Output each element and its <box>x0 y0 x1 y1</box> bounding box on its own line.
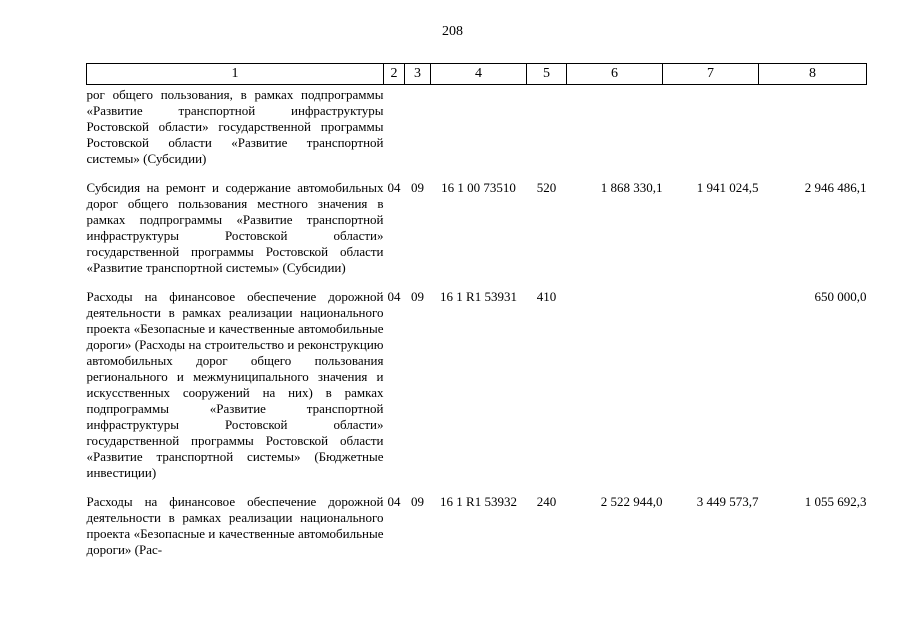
row-amount-col8: 1 055 692,3 <box>804 494 867 509</box>
row-subsection: 09 <box>411 494 424 509</box>
row-target-code: 16 1 R1 53931 <box>440 289 517 304</box>
row-expense-type: 410 <box>536 289 557 304</box>
header-col-1: 1 <box>87 64 384 85</box>
budget-table-container <box>86 63 866 571</box>
table-row <box>87 85 867 181</box>
budget-table <box>86 63 867 571</box>
row-target-code: 16 1 R1 53932 <box>440 494 517 509</box>
row-amount-col7 <box>663 85 759 181</box>
table-row <box>87 180 867 289</box>
row-description: рог общего пользования, в рамках подпрограммы «Развитие транспортной инфраструктуры Ростовской области» государственной программы Ростовской области «Развитие транспортной системы» (Субсидии) <box>86 87 384 166</box>
row-expense-type: 240 <box>536 494 557 509</box>
row-expense-type <box>527 85 567 181</box>
row-amount-col8: 2 946 486,1 <box>804 180 867 195</box>
row-subsection <box>405 85 431 181</box>
table-header-row <box>87 64 867 85</box>
row-subsection: 09 <box>411 180 424 195</box>
header-col-2: 2 <box>384 64 405 85</box>
row-amount-col6 <box>567 289 663 494</box>
row-section: 04 <box>387 289 401 304</box>
table-row <box>87 494 867 571</box>
row-target-code: 16 1 00 73510 <box>441 180 516 195</box>
row-amount-col6 <box>567 85 663 181</box>
row-subsection: 09 <box>411 289 424 304</box>
row-amount-col8: 650 000,0 <box>814 289 867 304</box>
row-section: 04 <box>387 180 401 195</box>
row-amount-col7: 1 941 024,5 <box>696 180 759 195</box>
header-col-4: 4 <box>431 64 527 85</box>
row-amount-col7: 3 449 573,7 <box>696 494 759 509</box>
row-description: Расходы на финансовое обеспечение дорожной деятельности в рамках реализации национального проекта «Безопасные и качественные автомобильные дороги» (Рас- <box>86 494 384 557</box>
row-description: Субсидия на ремонт и содержание автомобильных дорог общего пользования местного значения в рамках подпрограммы «Развитие транспортной инфраструктуры Ростовской области» государственной программы Ростовской области «Развитие транспортной системы» (Субсидии) <box>86 180 384 275</box>
header-col-3: 3 <box>405 64 431 85</box>
row-section: 04 <box>387 494 401 509</box>
header-col-8: 8 <box>759 64 867 85</box>
header-col-5: 5 <box>527 64 567 85</box>
row-expense-type: 520 <box>536 180 557 195</box>
row-section <box>384 85 405 181</box>
header-col-7: 7 <box>663 64 759 85</box>
page-number: 208 <box>442 24 463 39</box>
row-amount-col6: 2 522 944,0 <box>600 494 663 509</box>
table-row <box>87 289 867 494</box>
row-amount-col8 <box>759 85 867 181</box>
row-target-code <box>431 85 527 181</box>
row-description: Расходы на финансовое обеспечение дорожной деятельности в рамках реализации национального проекта «Безопасные и качественные автомобильные дороги» (Расходы на строительство и реконструкцию автомобильных дорог общего пользования регионального и межмуниципального значения и искусственных сооружений на них) в рамках подпрограммы «Развитие транспортной инфраструктуры Ростовской области» государственной программы Ростовской области «Развитие транспортной системы» (Бюджетные инвестиции) <box>86 289 384 480</box>
header-col-6: 6 <box>567 64 663 85</box>
row-amount-col6: 1 868 330,1 <box>600 180 663 195</box>
row-amount-col7 <box>663 289 759 494</box>
